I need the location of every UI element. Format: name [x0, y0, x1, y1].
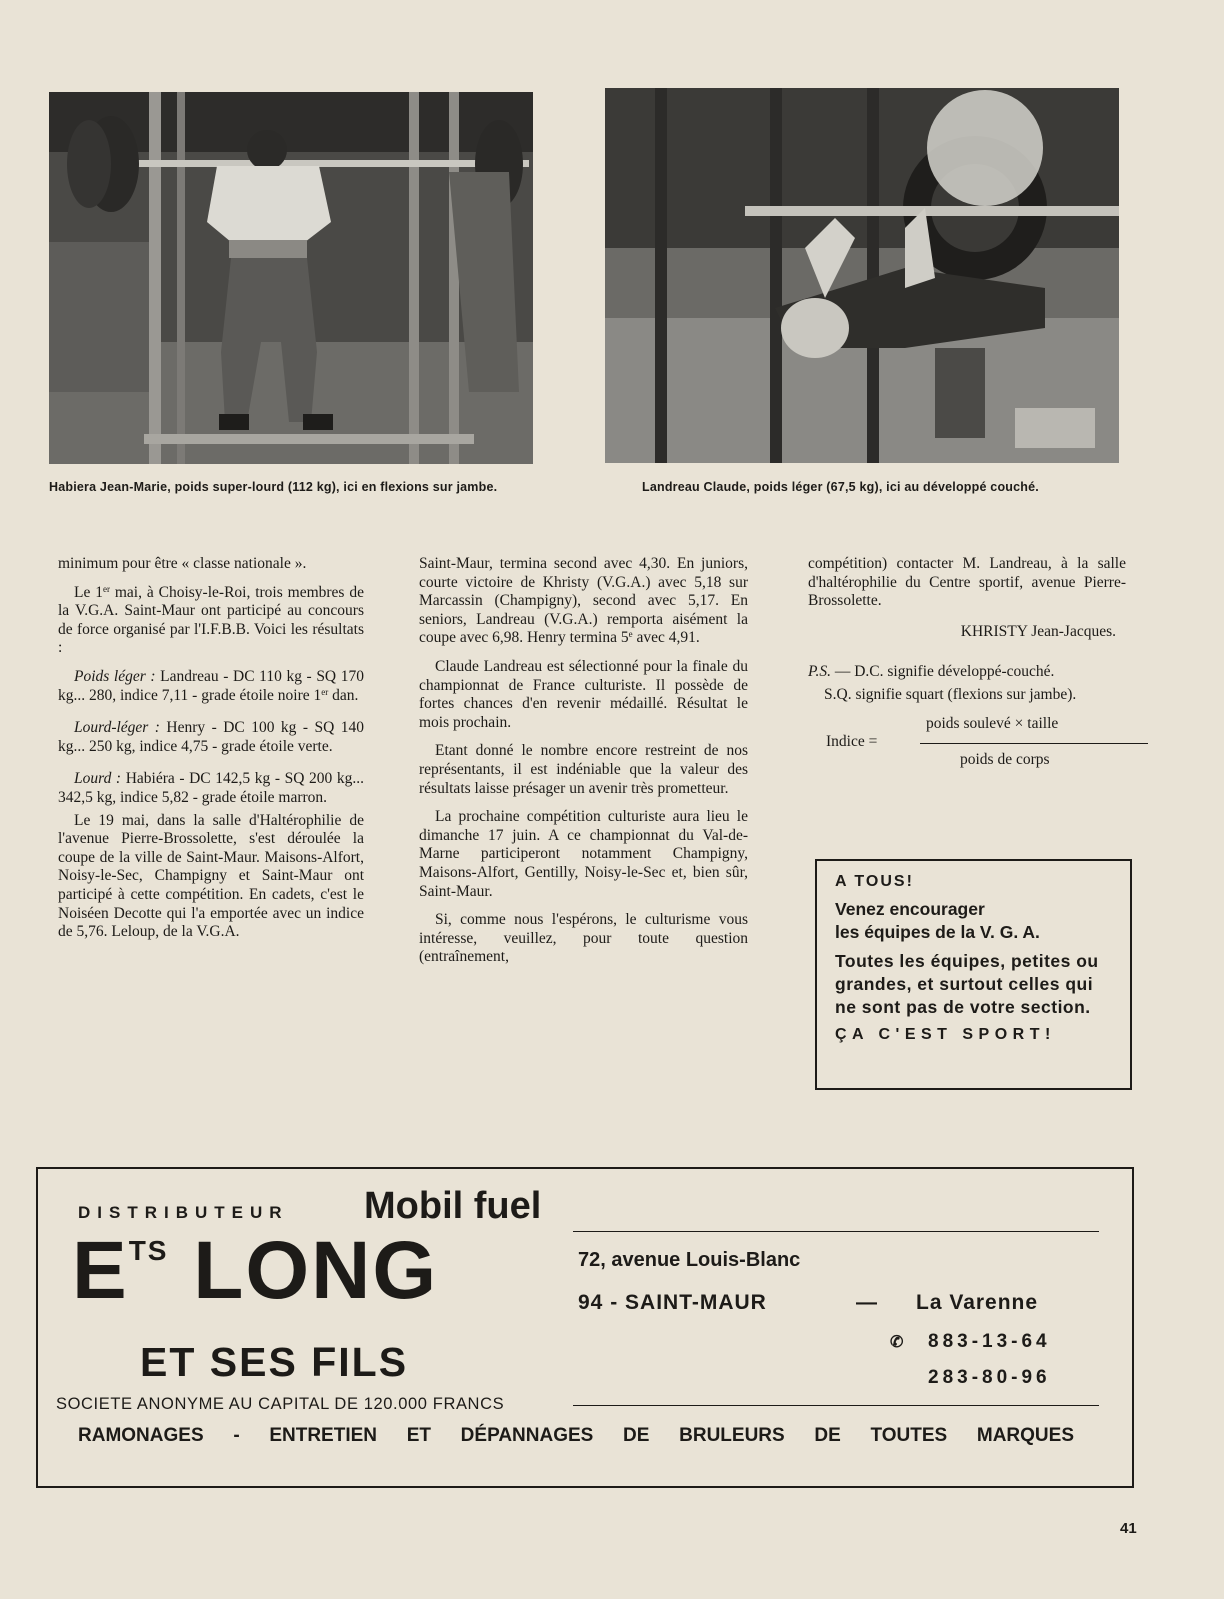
ad-address-city: 94 - SAINT-MAUR	[578, 1291, 767, 1314]
photo-caption-right: Landreau Claude, poids léger (67,5 kg), ici au développé couché.	[642, 480, 1039, 494]
ad-societe: SOCIETE ANONYME AU CAPITAL DE 120.000 FRANCS	[56, 1395, 505, 1413]
article-paragraph: Le 1er mai, à Choisy-le-Roi, trois membres de la V.G.A. Saint-Maur ont participé au concours de force organisé par l'I.F.B.B. Voici les résultats :	[58, 583, 364, 657]
article-column-3	[808, 555, 1126, 771]
ad-phone-1: 883-13-64	[928, 1331, 1051, 1352]
photo-squat	[49, 92, 533, 464]
sq-note: S.Q. signifie squart (flexions sur jambe).	[824, 685, 1077, 703]
announcement-body: Toutes les équipes, petites ou grandes, et surtout celles qui ne sont pas de votre section.	[835, 951, 1099, 1017]
advertisement	[36, 1167, 1134, 1488]
ad-distributeur: DISTRIBUTEUR	[78, 1203, 289, 1222]
announcement-line: Venez encourager les équipes de la V. G. A.	[835, 899, 1040, 942]
result-poids-leger: Poids léger : Landreau - DC 110 kg - SQ 170 kg... 280, indice 7,11 - grade étoile noire 1er dan.	[58, 667, 364, 704]
article-paragraph: Si, comme nous l'espérons, le culturisme vous intéresse, veuillez, pour toute question (entraînement,	[419, 911, 748, 966]
article-paragraph: minimum pour être « classe nationale ».	[58, 555, 307, 572]
bench-press-illustration	[605, 88, 1119, 463]
divider	[573, 1405, 1099, 1406]
announcement-title: A TOUS!	[835, 873, 914, 890]
formula-label: Indice =	[826, 732, 878, 750]
fraction-bar	[920, 743, 1148, 744]
article-paragraph: La prochaine compétition culturiste aura lieu le dimanche 17 juin. A ce championnat du Val-de-Marne participeront notamment Champigny, Maisons-Alfort, Gentilly, Noisy-le-Sec et, bien sûr, Saint-Maur.	[419, 808, 748, 900]
article-paragraph: Saint-Maur, termina second avec 4,30. En juniors, courte victoire de Khristy (V.G.A.) avec 5,18 sur Marcassin (Champigny), second avec 5,17. En seniors, Landreau (V.G.A.) remporta aisément la coupe avec 6,98. Henry termina 5e avec 4,91.	[419, 555, 748, 647]
ad-services: RAMONAGES - ENTRETIEN ET DÉPANNAGES DE BRULEURS DE TOUTES MARQUES	[78, 1425, 1074, 1446]
ad-locality: La Varenne	[916, 1291, 1039, 1314]
article-paragraph: Claude Landreau est sélectionné pour la finale du championnat de France culturiste. Il possède de fortes chances d'en revenir médaillé. Résultat le mois prochain.	[419, 657, 748, 731]
formula-denominator: poids de corps	[960, 750, 1050, 768]
result-lourd-leger: Lourd-léger : Henry - DC 100 kg - SQ 140 kg... 250 kg, indice 4,75 - grade étoile verte.	[58, 719, 364, 755]
announcement-box	[815, 859, 1132, 1090]
ps-note: P.S. — D.C. signifie développé-couché.	[808, 663, 1055, 681]
article-paragraph: Etant donné le nombre encore restreint de nos représentants, il est indéniable que la valeur des résultats laisse présager un avenir très prometteur.	[419, 742, 748, 797]
squat-illustration	[49, 92, 533, 464]
author-signature: KHRISTY Jean-Jacques.	[960, 622, 1116, 640]
article-paragraph: Le 19 mai, dans la salle d'Haltérophilie de l'avenue Pierre-Brossolette, s'est déroulée la coupe de la ville de Saint-Maur. Maisons-Alfort, Noisy-le-Sec, Champigny et Saint-Maur ont participé à cette compétition. En cadets, c'est le Noiséen Decotte qui l'a emportée avec un indice de 5,76. Leloup, de la V.G.A.	[58, 811, 364, 941]
ad-address-street: 72, avenue Louis-Blanc	[578, 1249, 801, 1271]
article-column-1	[58, 555, 364, 952]
divider	[573, 1231, 1099, 1232]
ad-brand: Mobil fuel	[364, 1185, 542, 1227]
ad-dash: —	[856, 1291, 877, 1314]
article-column-2	[419, 555, 748, 977]
photo-bench-press	[605, 88, 1119, 463]
formula-numerator: poids soulevé × taille	[926, 714, 1059, 732]
ad-company-name: $E^{TS}$ LONG	[72, 1225, 439, 1316]
indice-formula	[808, 715, 1126, 771]
ad-fils: ET SES FILS	[140, 1339, 409, 1385]
telephone-icon: ✆	[890, 1334, 904, 1351]
photo-caption-left: Habiera Jean-Marie, poids super-lourd (112 kg), ici en flexions sur jambe.	[49, 480, 498, 494]
announcement-slogan: ÇA C'EST SPORT!	[835, 1026, 1056, 1043]
result-lourd: Lourd : Habiéra - DC 142,5 kg - SQ 200 kg... 342,5 kg, indice 5,82 - grade étoile marron.	[58, 770, 364, 806]
page-number: 41	[1120, 1520, 1137, 1537]
article-paragraph: compétition) contacter M. Landreau, à la salle d'haltérophilie du Centre sportif, avenue Pierre-Brossolette.	[808, 555, 1126, 610]
ad-phone-2: 283-80-96	[928, 1367, 1051, 1388]
